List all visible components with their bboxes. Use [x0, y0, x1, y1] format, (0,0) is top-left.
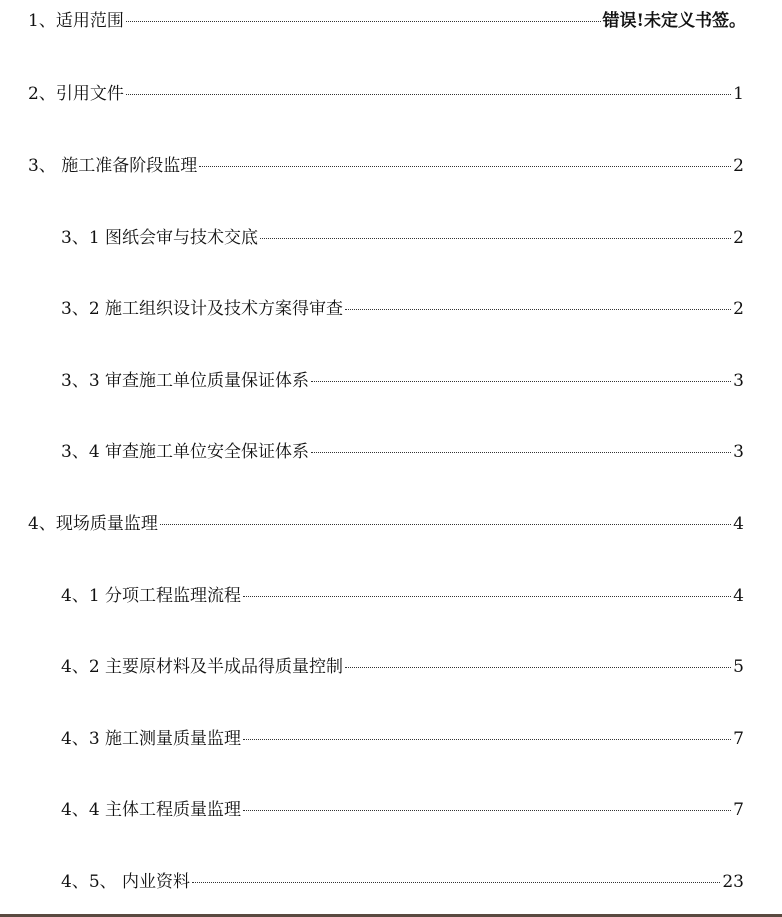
toc-page-number: 4: [733, 514, 744, 534]
toc-dot-leader: [192, 882, 720, 883]
toc-page-number: 3: [733, 442, 744, 462]
toc-dot-leader: [345, 309, 731, 310]
toc-page-number: 7: [733, 729, 744, 749]
toc-entry-4-4[interactable]: [61, 795, 744, 825]
toc-dot-leader: [199, 166, 731, 167]
toc-entry-label: 4、现场质量监理: [28, 514, 158, 534]
toc-entry-label: 1、适用范围: [28, 11, 124, 31]
toc-dot-leader: [243, 810, 731, 811]
toc-entry-2[interactable]: [28, 79, 744, 109]
toc-dot-leader: [160, 524, 731, 525]
toc-entry-label: 4、4 主体工程质量监理: [61, 800, 242, 820]
toc-entry-3-3[interactable]: [61, 366, 744, 396]
toc-entry-3[interactable]: [28, 151, 744, 181]
toc-entry-label: 3、1 图纸会审与技术交底: [61, 228, 259, 248]
toc-dot-leader: [243, 739, 731, 740]
toc-entry-label: 2、引用文件: [28, 84, 124, 104]
toc-page-number: 5: [733, 657, 744, 677]
toc-dot-leader: [126, 21, 601, 22]
toc-dot-leader: [311, 381, 731, 382]
toc-page-number: 7: [733, 800, 744, 820]
toc-entry-4-3[interactable]: [61, 724, 744, 754]
toc-page-number: 2: [733, 156, 744, 176]
toc-entry-3-2[interactable]: [61, 294, 744, 324]
toc-dot-leader: [126, 94, 731, 95]
toc-entry-4-1[interactable]: [61, 581, 744, 611]
toc-entry-4-2[interactable]: [61, 652, 744, 682]
toc-page-number: 23: [722, 872, 744, 892]
toc-page-number: 2: [733, 299, 744, 319]
toc-entry-label: 3、3 审查施工单位质量保证体系: [61, 371, 310, 391]
toc-entry-label: 3、4 审查施工单位安全保证体系: [61, 442, 310, 462]
toc-entry-label: 4、5、 内业资料: [61, 872, 191, 892]
toc-dot-leader: [345, 667, 731, 668]
toc-entry-4[interactable]: [28, 509, 744, 539]
toc-entry-label: 4、3 施工测量质量监理: [61, 729, 242, 749]
toc-page-number: 3: [733, 371, 744, 391]
toc-page-number: 2: [733, 228, 744, 248]
toc-entry-label: 4、1 分项工程监理流程: [61, 586, 242, 606]
toc-dot-leader: [260, 238, 731, 239]
toc-page-number: 1: [733, 84, 744, 104]
toc-entry-3-4[interactable]: [61, 437, 744, 467]
toc-entry-label: 4、2 主要原材料及半成品得质量控制: [61, 657, 344, 677]
toc-entry-label: 3、 施工准备阶段监理: [28, 156, 198, 176]
toc-entry-3-1[interactable]: [61, 223, 744, 253]
toc-dot-leader: [243, 596, 731, 597]
toc-entry-1[interactable]: [28, 6, 746, 36]
toc-page-number: 错误!未定义书签。: [602, 11, 746, 31]
toc-entry-4-5[interactable]: [61, 867, 744, 897]
toc-entry-label: 3、2 施工组织设计及技术方案得审查: [61, 299, 344, 319]
toc-page-number: 4: [733, 586, 744, 606]
toc-dot-leader: [311, 452, 731, 453]
